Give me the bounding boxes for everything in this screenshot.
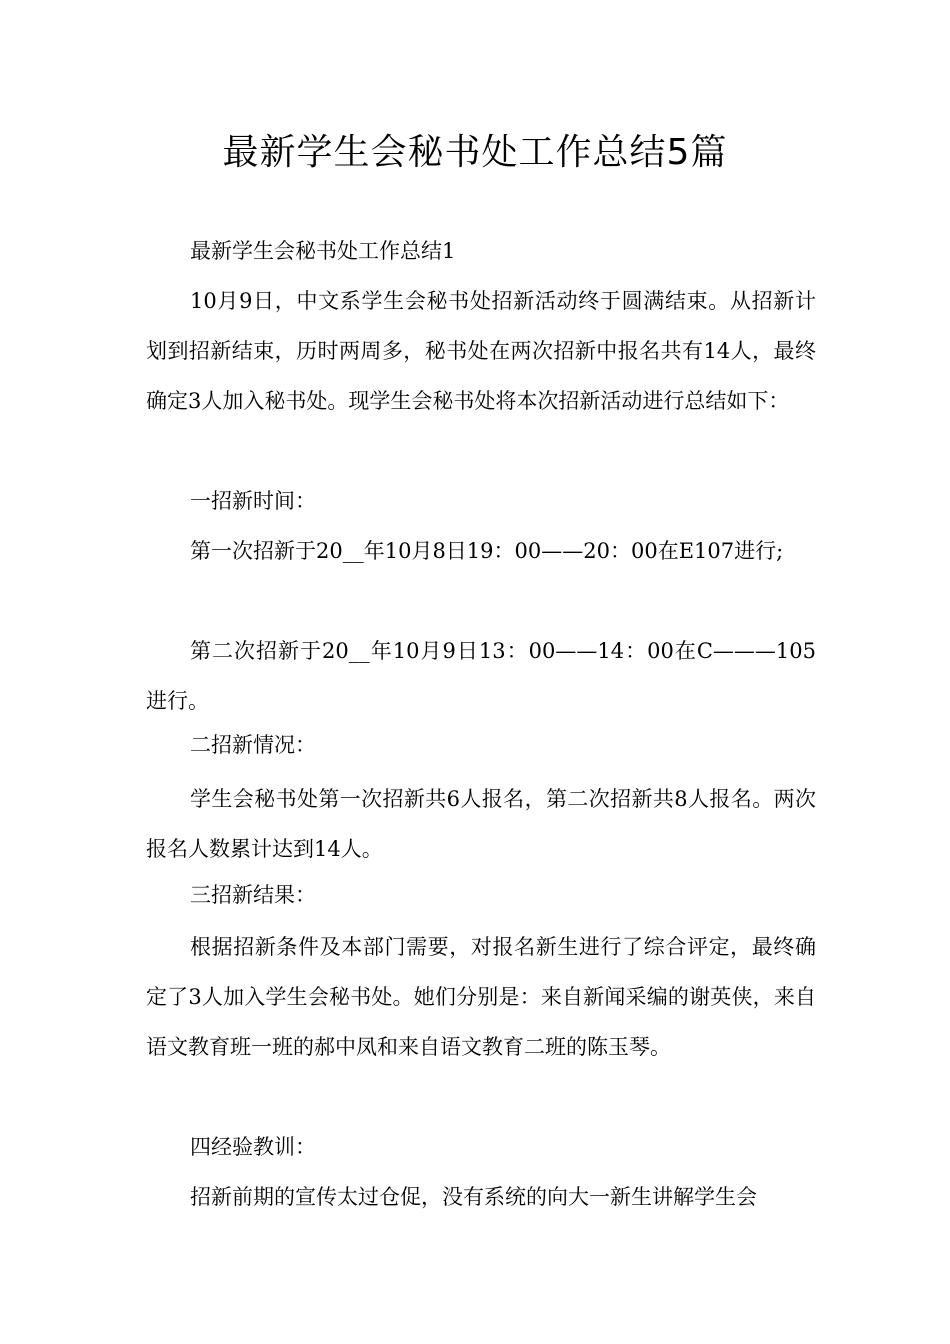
intro-paragraph: 10月9日，中文系学生会秘书处招新活动终于圆满结束。从招新计划到招新结束，历时两周多，秘书处在两次招新中报名共有14人，最终确定3人加入秘书处。现学生会秘书处将本次招新活动进行总结如下：: [146, 289, 816, 413]
article-subtitle: 最新学生会秘书处工作总结1: [190, 239, 456, 263]
time-paragraph-second: 第二次招新于20__年10月9日13：00——14：00在C———105进行。: [146, 639, 816, 713]
section-heading-lessons: 四经验教训：: [190, 1135, 316, 1159]
section-heading-situation: 二招新情况：: [190, 733, 316, 757]
lesson-paragraph: 招新前期的宣传太过仓促，没有系统的向大一新生讲解学生会: [190, 1185, 757, 1209]
situation-paragraph: 学生会秘书处第一次招新共6人报名，第二次招新共8人报名。两次报名人数累计达到14人。: [146, 787, 816, 861]
result-paragraph: 根据招新条件及本部门需要，对报名新生进行了综合评定，最终确定了3人加入学生会秘书处。她们分别是：来自新闻采编的谢英侠，来自语文教育班一班的郝中凤和来自语文教育二班的陈玉琴。: [146, 935, 816, 1059]
section-heading-result: 三招新结果：: [190, 883, 316, 907]
section-heading-time: 一招新时间：: [190, 489, 316, 513]
document-title: 最新学生会秘书处工作总结5篇: [222, 132, 728, 173]
time-paragraph-first: 第一次招新于20__年10月8日19：00——20：00在E107进行;: [190, 539, 784, 563]
